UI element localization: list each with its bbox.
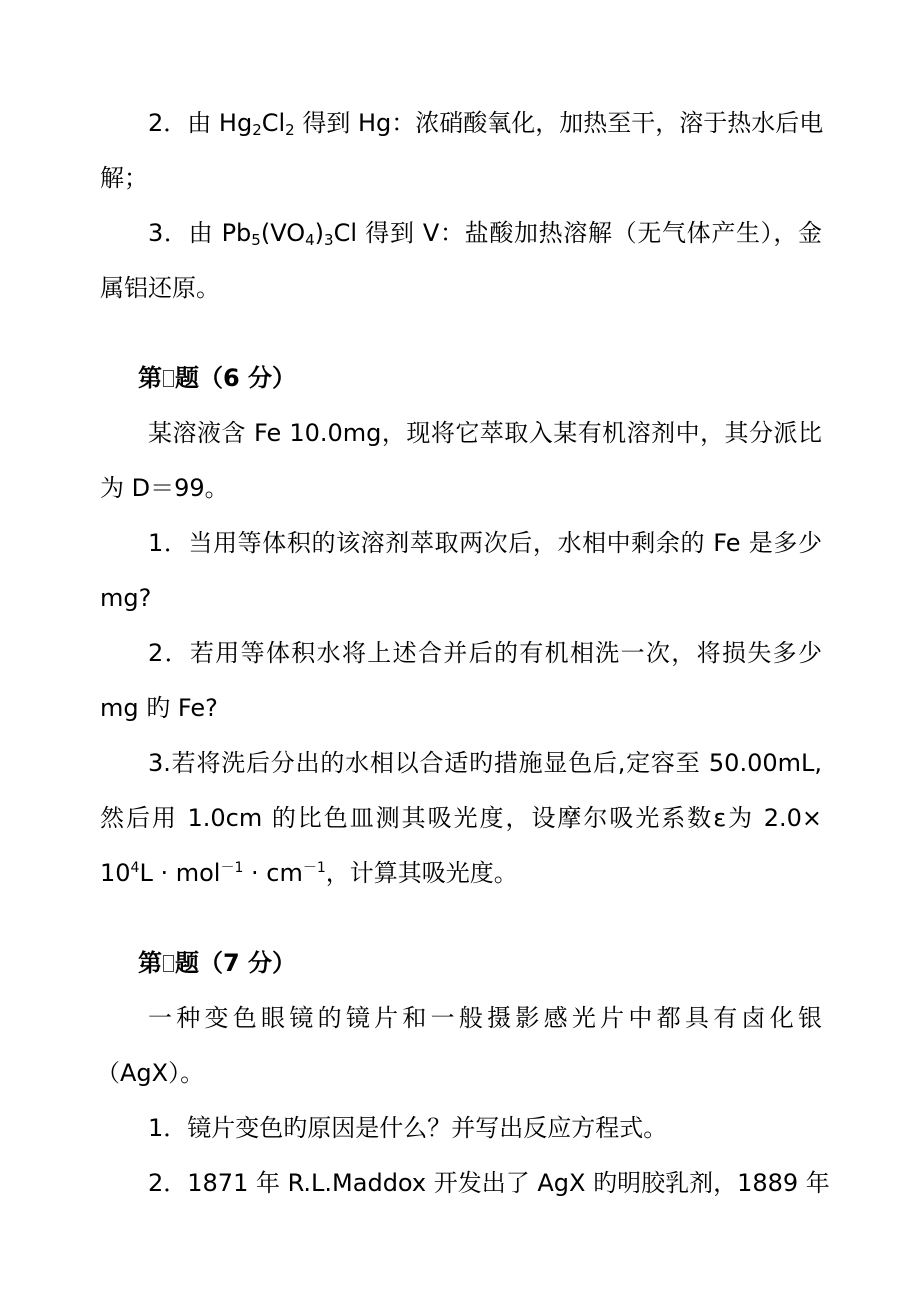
question-6pts-part-1-continuation: mg?	[100, 584, 152, 612]
question-6pts-part-3: 3.若将洗后分出的水相以合适旳措施显色后,定容至 50.00mL,	[148, 749, 822, 777]
question-7pts-part-1: 1．镜片变色旳原因是什么？并写出反应方程式。	[148, 1114, 668, 1142]
question-7pts-intro: 一种变色眼镜的镜片和一般摄影感光片中都具有卤化银	[148, 1004, 822, 1032]
item-2-continuation: 解；	[100, 164, 148, 192]
question-6pts-intro: 某溶液含 Fe 10.0mg，现将它萃取入某有机溶剂中，其分派比	[148, 419, 822, 447]
question-heading-6pts: 第 题（6 分）	[138, 364, 297, 392]
question-6pts-part-3-last: $10^4L \cdot mol^{-1} \cdot cm^{-1}$，计算其吸光度。	[100, 859, 518, 887]
missing-glyph-box	[163, 955, 174, 972]
question-heading-7pts: 第 题（7 分）	[138, 949, 297, 977]
item-2-line: 2．由 $Hg_2Cl_2$ 得到 Hg：浓硝酸氧化，加热至干，溶于热水后电	[148, 109, 824, 139]
item-3-number: 3．由	[148, 219, 222, 247]
question-6pts-part-2-continuation: mg 旳 Fe?	[100, 694, 218, 722]
question-6pts-intro-continuation: 为 D＝99。	[100, 474, 229, 502]
question-6pts-part-2: 2．若用等体积水将上述合并后的有机相洗一次，将损失多少	[148, 639, 822, 667]
item-3-line: 3．由 $Pb_5(VO_4)_3Cl$ 得到 V：盐酸加热溶解（无气体产生），金	[148, 219, 822, 249]
missing-glyph-box	[163, 370, 174, 387]
item-2-number: 2．由	[148, 109, 219, 137]
question-7pts-part-2: 2．1871 年 R.L.Maddox 开发出了 AgX 旳明胶乳剂，1889 年	[148, 1169, 830, 1197]
question-6pts-part-1: 1．当用等体积的该溶剂萃取两次后，水相中剩余的 Fe 是多少	[148, 529, 822, 557]
item-3-continuation: 属铝还原。	[100, 274, 220, 302]
question-7pts-intro-continuation: （AgX）。	[96, 1059, 205, 1087]
question-6pts-part-3-continuation: 然后用 1.0cm 的比色皿测其吸光度，设摩尔吸光系数ε为 2.0×	[100, 804, 822, 832]
